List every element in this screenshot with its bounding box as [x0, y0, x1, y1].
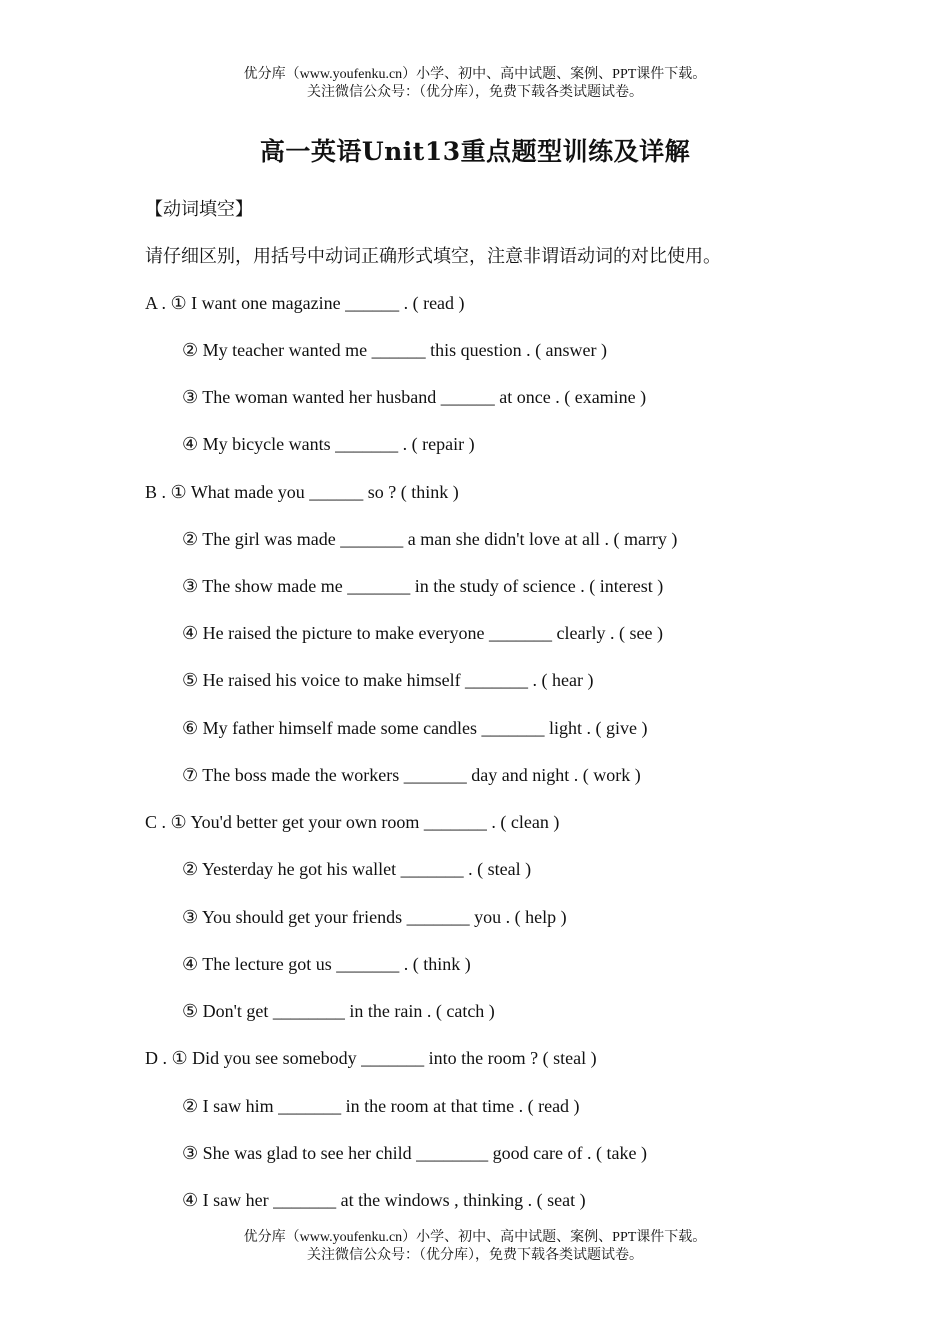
exercise-item-d2: ② I saw him _______ in the room at that time . ( read ) [182, 1096, 580, 1116]
exercise-item-c5: ⑤ Don't get ________ in the rain . ( catch ) [182, 1001, 495, 1021]
exercise-item-a2: ② My teacher wanted me ______ this question . ( answer ) [182, 340, 608, 360]
exercise-item-b4: ④ He raised the picture to make everyone _______ clearly . ( see ) [182, 623, 663, 643]
exercise-item-c1: C . ① You'd better get your own room _______ . ( clean ) [145, 812, 560, 832]
instruction-text: 请仔细区别，用括号中动词正确形式填空，注意非谓语动词的对比使用。 [145, 246, 721, 266]
exercise-item-a1: A . ① I want one magazine ______ . ( read ) [145, 293, 465, 313]
document-title: 高一英语Unit13重点题型训练及详解 [259, 137, 691, 166]
exercise-item-a3: ③ The woman wanted her husband ______ at once . ( examine ) [182, 387, 647, 407]
section-heading: 【动词填空】 [145, 199, 253, 219]
footer-line-1: 优分库（www.youfenku.cn）小学、初中、高中试题、案例、PPT课件下载。 [243, 1230, 707, 1245]
exercise-item-a4: ④ My bicycle wants _______ . ( repair ) [182, 434, 475, 454]
exercise-item-c4: ④ The lecture got us _______ . ( think ) [182, 954, 471, 974]
exercise-item-b3: ③ The show made me _______ in the study of science . ( interest ) [182, 576, 664, 596]
exercise-item-c3: ③ You should get your friends _______ you . ( help ) [182, 907, 567, 927]
exercise-item-b6: ⑥ My father himself made some candles _______ light . ( give ) [182, 718, 648, 738]
page-footer [0, 1229, 950, 1265]
header-line-2: 关注微信公众号：（优分库），免费下载各类试题试卷。 [307, 85, 643, 100]
footer-line-2: 关注微信公众号：（优分库），免费下载各类试题试卷。 [307, 1248, 643, 1263]
exercise-item-b2: ② The girl was made _______ a man she didn't love at all . ( marry ) [182, 529, 678, 549]
exercise-item-b1: B . ① What made you ______ so ? ( think ) [145, 482, 459, 502]
exercise-item-d3: ③ She was glad to see her child ________ good care of . ( take ) [182, 1143, 648, 1163]
exercise-item-c2: ② Yesterday he got his wallet _______ . ( steal ) [182, 859, 532, 879]
header-line-1: 优分库（www.youfenku.cn）小学、初中、高中试题、案例、PPT课件下载。 [243, 67, 707, 82]
exercise-item-b5: ⑤ He raised his voice to make himself _______ . ( hear ) [182, 670, 594, 690]
page-header [0, 66, 950, 102]
exercise-item-b7: ⑦ The boss made the workers _______ day and night . ( work ) [182, 765, 641, 785]
exercise-item-d4: ④ I saw her _______ at the windows , thinking . ( seat ) [182, 1190, 586, 1210]
exercise-item-d1: D . ① Did you see somebody _______ into the room ? ( steal ) [145, 1048, 597, 1068]
